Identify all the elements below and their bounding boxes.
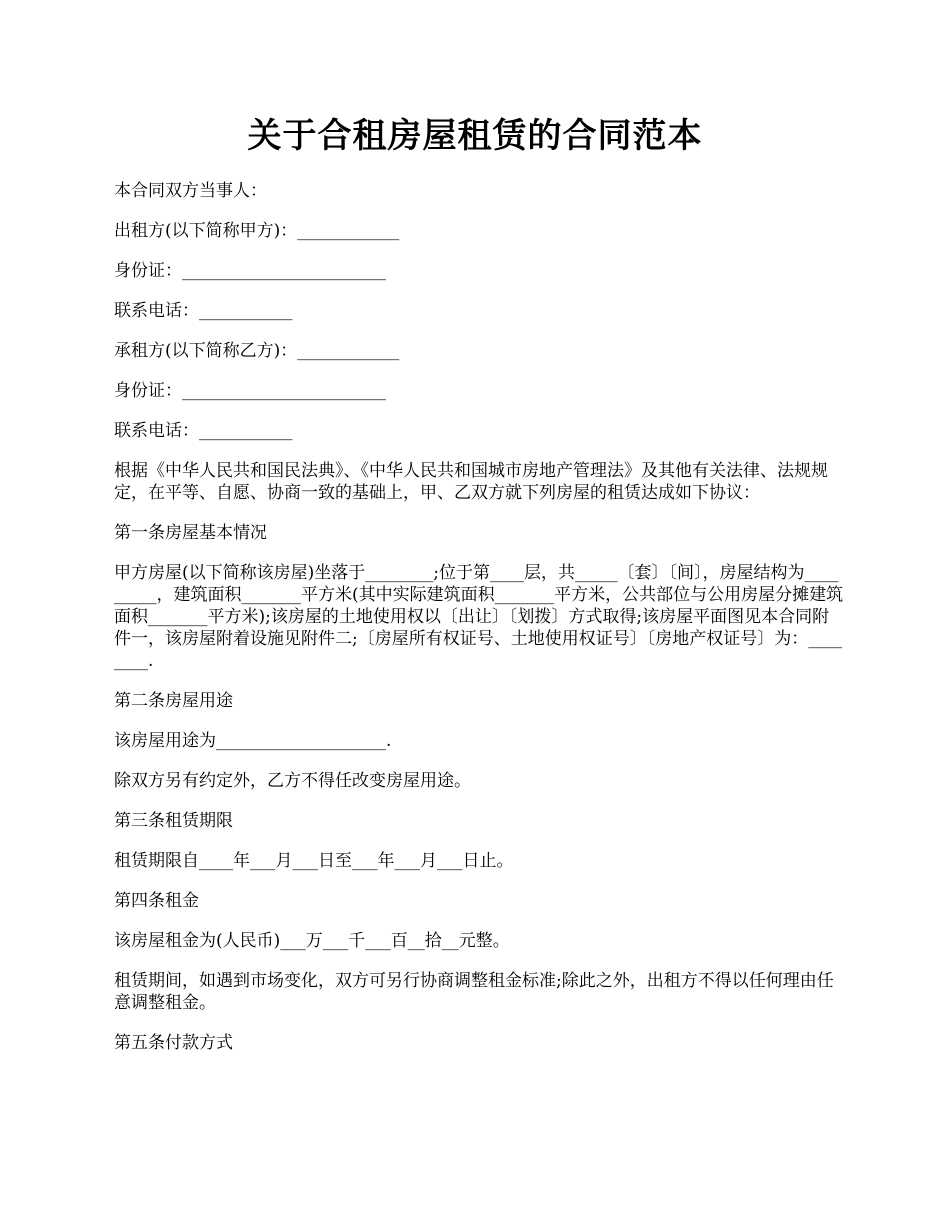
article-4-adjustment: 租赁期间，如遇到市场变化，双方可另行协商调整租金标准;除此之外，出租方不得以任何理由任意调整租金。 xyxy=(114,971,834,1013)
article-4-rent: 该房屋租金为(人民币)___万___千___百__拾__元整。 xyxy=(114,931,510,951)
lessor-id-field: 身份证：________________________ xyxy=(114,261,386,281)
lessor-field: 出租方(以下简称甲方)：____________ xyxy=(114,221,400,241)
document-body xyxy=(114,180,844,1072)
article-4-heading: 第四条租金 xyxy=(114,891,199,911)
article-3-heading: 第三条租赁期限 xyxy=(114,811,233,831)
lessee-field: 承租方(以下简称乙方)：____________ xyxy=(114,341,400,361)
lessee-id-field: 身份证：________________________ xyxy=(114,381,386,401)
parties-intro: 本合同双方当事人： xyxy=(114,181,267,201)
article-2-heading: 第二条房屋用途 xyxy=(114,691,233,711)
document-title: 关于合租房屋租赁的合同范本 xyxy=(247,116,703,156)
legal-basis-paragraph: 根据《中华人民共和国民法典》、《中华人民共和国城市房地产管理法》及其他有关法律、法规规定，在平等、自愿、协商一致的基础上，甲、乙双方就下列房屋的租赁达成如下协议： xyxy=(114,461,828,503)
article-1-body: 甲方房屋(以下简称该房屋)坐落于________;位于第____层，共_____〔套〕〔间〕，房屋结构为_________，建筑面积_______平方米(其中实际建筑面积_______平方米，公共部位与公用房屋分摊建筑面积_______平方米);该房屋的土地使用权以〔出让〕〔划拨〕方式取得;该房屋平面图见本合同附件一，该房屋附着设施见附件二;〔房屋所有权证号、土地使用权证号〕〔房地产权证号〕为：________. xyxy=(114,563,844,671)
article-5-heading: 第五条付款方式 xyxy=(114,1033,233,1053)
lessor-phone-field: 联系电话：___________ xyxy=(114,301,293,321)
article-2-purpose: 该房屋用途为____________________. xyxy=(114,731,392,751)
article-2-restriction: 除双方另有约定外，乙方不得任改变房屋用途。 xyxy=(114,771,471,791)
article-1-heading: 第一条房屋基本情况 xyxy=(114,523,267,543)
lessee-phone-field: 联系电话：___________ xyxy=(114,421,293,441)
article-3-term: 租赁期限自____年___月___日至___年___月___日止。 xyxy=(114,851,514,871)
